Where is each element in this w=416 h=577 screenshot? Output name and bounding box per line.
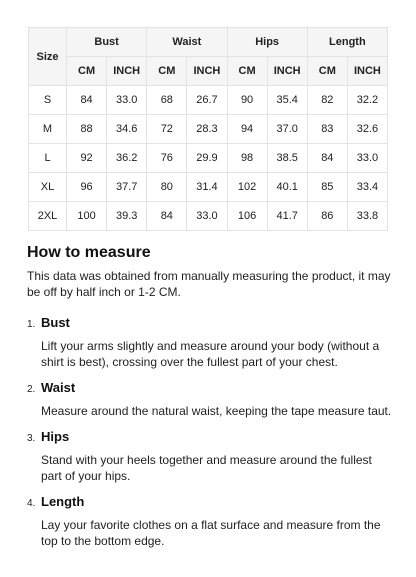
size-label: 2XL	[29, 202, 67, 231]
table-cell: 80	[147, 173, 187, 202]
table-cell: 34.6	[107, 115, 147, 144]
table-cell: 76	[147, 144, 187, 173]
table-cell: 41.7	[267, 202, 307, 231]
table-cell: 83	[307, 115, 347, 144]
group-header-hips: Hips	[227, 28, 307, 57]
table-cell: 35.4	[267, 86, 307, 115]
table-cell: 85	[307, 173, 347, 202]
table-header-units	[29, 57, 388, 86]
table-cell: 37.7	[107, 173, 147, 202]
table-cell: 84	[147, 202, 187, 231]
table-cell: 38.5	[267, 144, 307, 173]
table-cell: 68	[147, 86, 187, 115]
step-description: Stand with your heels together and measure around the fullest part of your hips.	[41, 453, 372, 483]
table-row	[29, 202, 388, 231]
measure-guide	[27, 240, 392, 558]
table-cell: 29.9	[187, 144, 227, 173]
table-cell: 33.8	[347, 202, 387, 231]
unit-header: INCH	[267, 57, 307, 86]
table-cell: 84	[67, 86, 107, 115]
size-label: M	[29, 115, 67, 144]
table-row	[29, 115, 388, 144]
table-cell: 94	[227, 115, 267, 144]
table-cell: 31.4	[187, 173, 227, 202]
table-cell: 106	[227, 202, 267, 231]
table-cell: 92	[67, 144, 107, 173]
step-description: Lift your arms slightly and measure around your body (without a shirt is best), crossing over the fullest part of your chest.	[41, 339, 380, 369]
table-cell: 37.0	[267, 115, 307, 144]
unit-header: INCH	[347, 57, 387, 86]
table-cell: 26.7	[187, 86, 227, 115]
step-number: 3.	[27, 433, 36, 444]
step-number: 4.	[27, 498, 36, 509]
table-cell: 72	[147, 115, 187, 144]
table-cell: 33.0	[347, 144, 387, 173]
group-header-waist: Waist	[147, 28, 227, 57]
table-cell: 32.2	[347, 86, 387, 115]
size-label: L	[29, 144, 67, 173]
intro-text: This data was obtained from manually measuring the product, it may be off by half inch or 1-2 CM.	[27, 269, 391, 299]
step-description: Measure around the natural waist, keeping the tape measure taut.	[41, 404, 392, 418]
table-cell: 100	[67, 202, 107, 231]
unit-header: INCH	[187, 57, 227, 86]
table-cell: 40.1	[267, 173, 307, 202]
step-title: Bust	[41, 315, 70, 330]
table-cell: 33.0	[107, 86, 147, 115]
list-item	[27, 379, 392, 419]
table-row	[29, 86, 388, 115]
table-cell: 33.4	[347, 173, 387, 202]
table-cell: 36.2	[107, 144, 147, 173]
table-cell: 84	[307, 144, 347, 173]
list-item	[27, 428, 392, 484]
table-cell: 86	[307, 202, 347, 231]
unit-header: CM	[67, 57, 107, 86]
unit-header: CM	[227, 57, 267, 86]
steps-list	[27, 314, 392, 549]
list-item	[27, 493, 392, 549]
step-title: Hips	[41, 429, 70, 444]
size-column-header: Size	[29, 28, 67, 86]
step-number: 2.	[27, 384, 36, 395]
step-number: 1.	[27, 319, 36, 330]
section-heading: How to measure	[27, 244, 151, 261]
table-cell: 98	[227, 144, 267, 173]
unit-header: CM	[147, 57, 187, 86]
group-header-length: Length	[307, 28, 387, 57]
table-cell: 28.3	[187, 115, 227, 144]
group-header-bust: Bust	[67, 28, 147, 57]
table-row	[29, 173, 388, 202]
table-cell: 33.0	[187, 202, 227, 231]
table-cell: 90	[227, 86, 267, 115]
step-title: Length	[41, 494, 85, 509]
list-item	[27, 314, 392, 370]
size-chart	[28, 27, 388, 227]
table-cell: 39.3	[107, 202, 147, 231]
size-label: XL	[29, 173, 67, 202]
table-cell: 82	[307, 86, 347, 115]
table-cell: 32.6	[347, 115, 387, 144]
step-title: Waist	[41, 380, 76, 395]
unit-header: CM	[307, 57, 347, 86]
table-cell: 102	[227, 173, 267, 202]
table-row	[29, 144, 388, 173]
size-table	[28, 27, 388, 231]
step-description: Lay your favorite clothes on a flat surface and measure from the top to the bottom edge.	[41, 518, 381, 548]
unit-header: INCH	[107, 57, 147, 86]
table-header-groups	[29, 28, 388, 57]
table-cell: 96	[67, 173, 107, 202]
table-cell: 88	[67, 115, 107, 144]
size-label: S	[29, 86, 67, 115]
